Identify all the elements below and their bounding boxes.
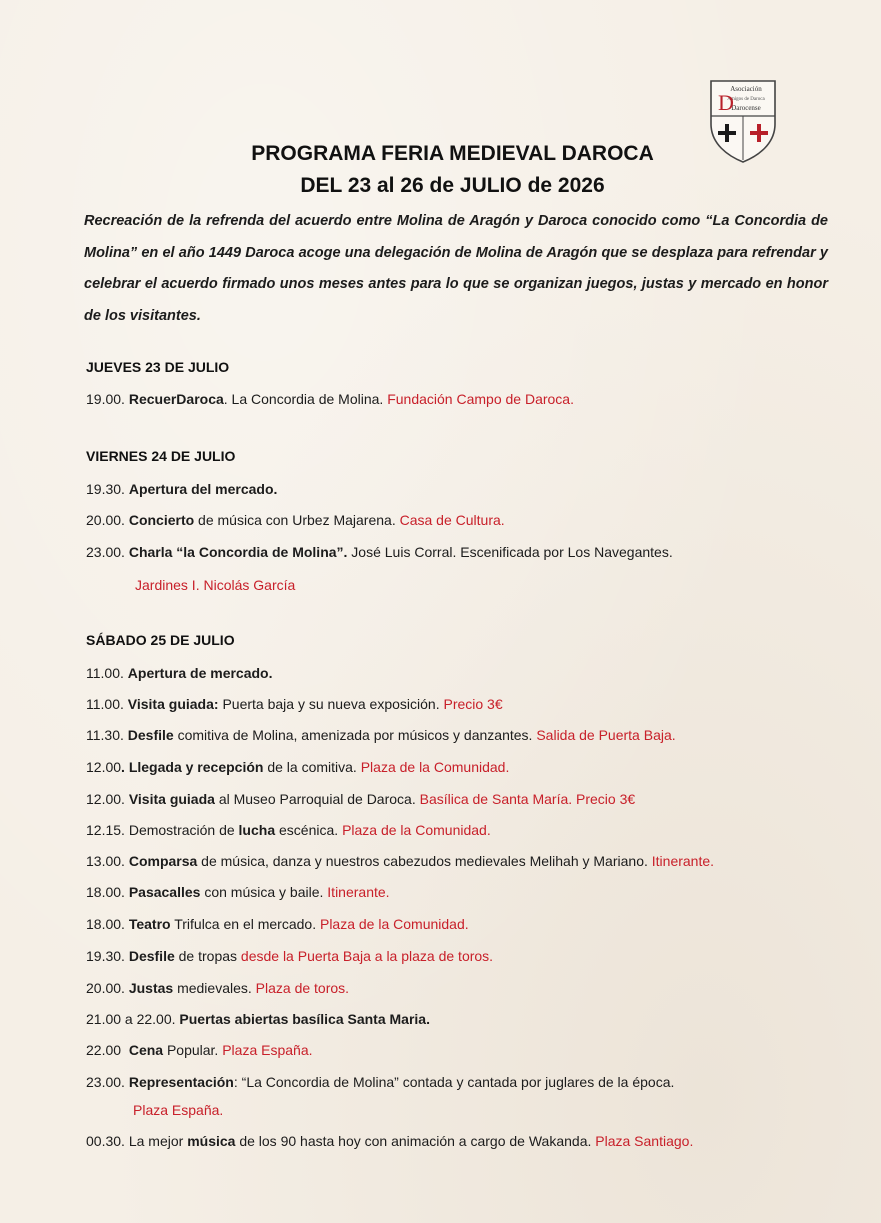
event-item: 18.00. Pasacalles con música y baile. Itinerante. <box>86 884 390 900</box>
event-location-continuation: Plaza España. <box>133 1102 224 1118</box>
page-title: PROGRAMA FERIA MEDIEVAL DAROCA <box>251 142 654 165</box>
event-item: 18.00. Teatro Trifulca en el mercado. Plaza de la Comunidad. <box>86 916 469 932</box>
event-item: 12.00. Visita guiada al Museo Parroquial de Daroca. Basílica de Santa María. Precio 3€ <box>86 791 636 807</box>
intro-paragraph: Recreación de la refrenda del acuerdo entre Molina de Aragón y Daroca conocido como “La Concordia de Molina” en el año 1449 Daroca acoge una delegación de Molina de Aragón que se desplaza para refrendar y celebrar el acuerdo firmado unos meses antes para lo que se organizan juegos, justas y mercado en honor de los visitantes. <box>84 213 828 324</box>
day-heading-sabado: SÁBADO 25 DE JULIO <box>86 632 235 648</box>
logo-line1: Asociación <box>730 85 762 93</box>
page-subtitle-dates: DEL 23 al 26 de JULIO de 2026 <box>300 174 605 197</box>
event-item: 11.00. Visita guiada: Puerta baja y su nueva exposición. Precio 3€ <box>86 696 503 712</box>
event-item: 21.00 a 22.00. Puertas abiertas basílica Santa Maria. <box>86 1011 430 1027</box>
event-item: 13.00. Comparsa de música, danza y nuestros cabezudos medievales Melihah y Mariano. Itinerante. <box>86 853 715 869</box>
event-item: 23.00. Representación: “La Concordia de Molina” contada y cantada por juglares de la época. <box>86 1074 675 1090</box>
event-item: 12.00. Llegada y recepción de la comitiva. Plaza de la Comunidad. <box>86 759 510 775</box>
event-item: 11.00. Apertura de mercado. <box>86 665 273 681</box>
event-item: 19.30. Desfile de tropas desde la Puerta Baja a la plaza de toros. <box>86 948 494 964</box>
event-item: 11.30. Desfile comitiva de Molina, amenizada por músicos y danzantes. Salida de Puerta Baja. <box>86 727 676 743</box>
event-item: 19.30. Apertura del mercado. <box>86 481 278 497</box>
logo-line2: Amigos de Daroca <box>727 97 765 102</box>
event-location-continuation: Jardines I. Nicolás García <box>135 577 296 593</box>
logo-line3: Darocense <box>731 104 761 112</box>
event-item: 22.00 Cena Popular. Plaza España. <box>86 1042 313 1058</box>
event-item: 19.00. RecuerDaroca. La Concordia de Molina. Fundación Campo de Daroca. <box>86 391 574 407</box>
day-heading-viernes: VIERNES 24 DE JULIO <box>86 448 236 464</box>
event-item: 20.00. Justas medievales. Plaza de toros. <box>86 980 350 996</box>
event-item: 12.15. Demostración de lucha escénica. Plaza de la Comunidad. <box>86 822 491 838</box>
event-item: 00.30. La mejor música de los 90 hasta hoy con animación a cargo de Wakanda. Plaza Santiago. <box>86 1133 694 1149</box>
day-heading-jueves: JUEVES 23 DE JULIO <box>86 359 230 375</box>
svg-text:D: D <box>718 90 734 115</box>
event-item: 23.00. Charla “la Concordia de Molina”. José Luis Corral. Escenificada por Los Navegantes. <box>86 544 673 560</box>
event-item: 20.00. Concierto de música con Urbez Majarena. Casa de Cultura. <box>86 512 505 528</box>
